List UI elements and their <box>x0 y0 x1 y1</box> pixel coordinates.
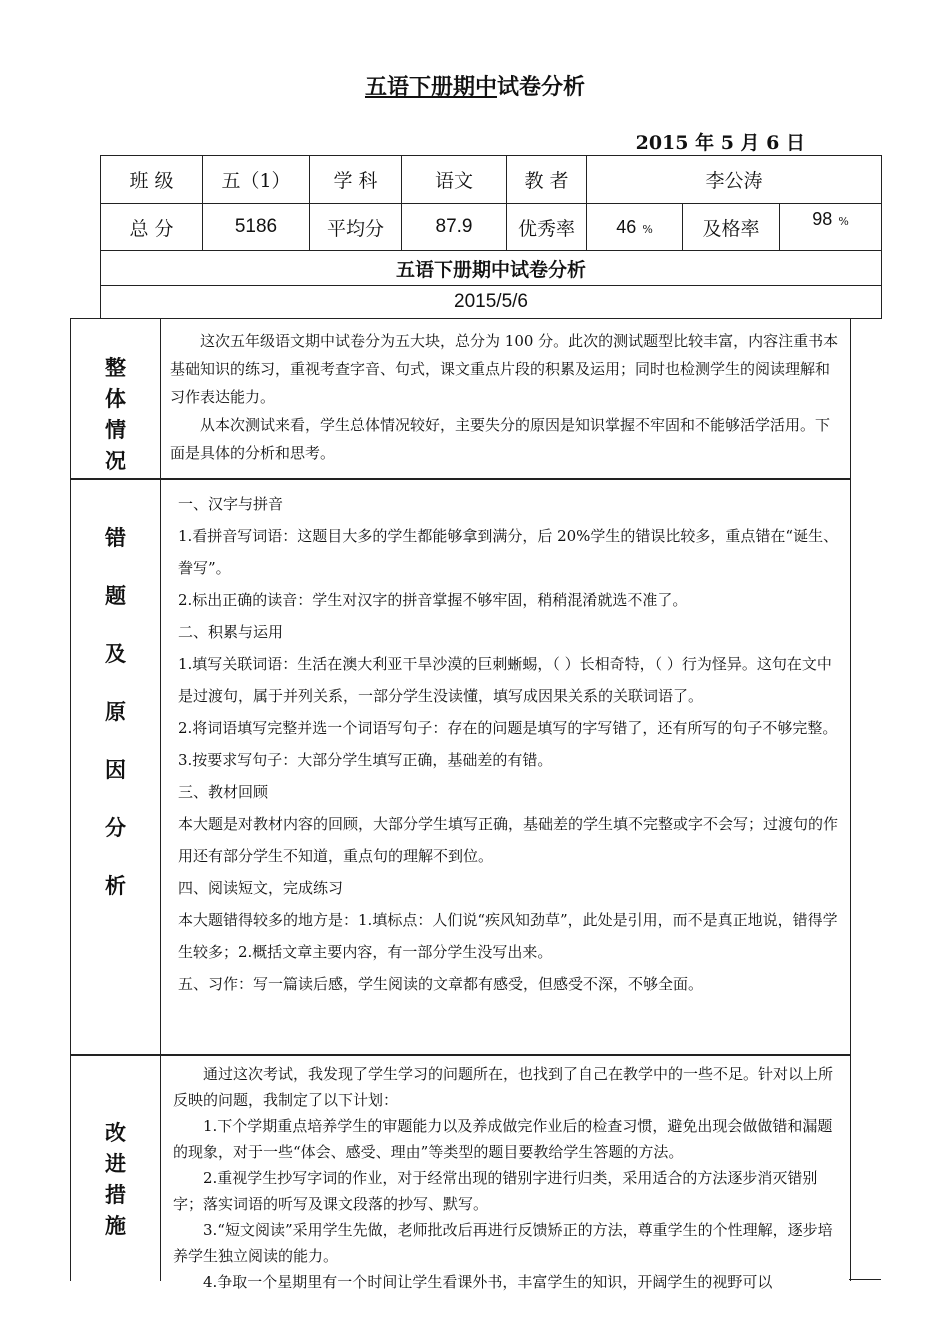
paragraph: 2.重视学生抄写字词的作业，对于经常出现的错别字进行归类，采用适合的方法逐步消灭错别字；落实词语的听写及课文段落的抄写、默写。 <box>173 1169 818 1213</box>
pass-rate-cell <box>780 204 882 251</box>
paragraph: 4.争取一个星期里有一个时间让学生看课外书，丰富学生的知识，开阔学生的视野可以 <box>203 1273 773 1291</box>
subject-label: 学 科 <box>310 156 402 204</box>
errors-text <box>170 488 842 1000</box>
paragraph: 本大题错得较多的地方是：1.填标点：人们说“疾风知劲草”，此处是引用，而不是真正地说，错得学生较多；2.概括文章主要内容，有一部分学生没写出来。 <box>178 911 838 961</box>
title-underlined-part: 五语下册期中 <box>364 74 497 100</box>
paragraph: 2.将词语填写完整并选一个词语写句子：存在的问题是填写的字写错了，还有所写的句子不够完整。 <box>178 719 838 737</box>
paragraph: 通过这次考试，我发现了学生学习的问题所在，也找到了自己在教学中的一些不足。针对以上所反映的问题，我制定了以下计划： <box>173 1065 834 1109</box>
improve-text <box>173 1061 842 1295</box>
paragraph: 1.下个学期重点培养学生的审题能力以及养成做完作业后的检查习惯，避免出现会做做错和漏题的现象，对于一些“体会、感受、理由”等类型的题目要教给学生答题的方法。 <box>173 1117 833 1161</box>
overall-label-cell <box>71 319 161 479</box>
improvement-section <box>70 1054 851 1291</box>
overall-text <box>170 327 842 467</box>
page-title <box>0 70 950 101</box>
improve-label: 改 进 措 施 <box>105 1120 126 1238</box>
paragraph: 3.按要求写句子：大部分学生填写正确，基础差的有错。 <box>178 751 553 769</box>
summary-table <box>100 155 882 319</box>
errors-label: 错 题 及 原 因 分 析 <box>105 525 126 898</box>
total-value: 5186 <box>203 204 310 251</box>
subject-value: 语文 <box>402 156 507 204</box>
heading: 三、教材回顾 <box>178 783 269 801</box>
paragraph: 五、习作：写一篇读后感，学生阅读的文章都有感受，但感受不深，不够全面。 <box>178 975 704 993</box>
table-edge-line <box>849 1279 881 1280</box>
improve-label-cell <box>71 1055 161 1281</box>
title-rest-part: 试卷分析 <box>497 74 586 100</box>
total-label: 总 分 <box>101 204 203 251</box>
overall-label: 整 体 情 况 <box>105 355 126 473</box>
errors-label-cell <box>71 479 161 1055</box>
error-analysis-section <box>70 478 851 1056</box>
heading: 四、阅读短文，完成练习 <box>178 879 344 897</box>
excellent-rate-value: 46 <box>616 217 637 237</box>
paragraph: 这次五年级语文期中试卷分为五大块，总分为 100 分。此次的测试题型比较丰富，内容注重书本基础知识的练习，重视考查字音、句式，课文重点片段的积累及运用；同时也检测学生的阅读理解和习作表达能力。 <box>170 332 839 406</box>
heading: 一、汉字与拼音 <box>178 495 284 513</box>
average-label: 平均分 <box>310 204 402 251</box>
percent-sign: % <box>642 223 653 236</box>
paragraph: 1.看拼音写词语：这题目大多的学生都能够拿到满分，后 20%学生的错误比较多，重点错在“诞生、誊写”。 <box>178 527 839 577</box>
paragraph: 3.“短文阅读”采用学生先做，老师批改后再进行反馈矫正的方法，尊重学生的个性理解，逐步培养学生独立阅读的能力。 <box>173 1221 833 1265</box>
average-value: 87.9 <box>402 204 507 251</box>
pass-rate-label: 及格率 <box>683 204 780 251</box>
report-date: 2015 年 5 月 6 日 <box>635 132 805 154</box>
paragraph: 1.填写关联词语：生活在澳大利亚干旱沙漠的巨刺蜥蜴，（ ）长相奇特，（ ）行为怪异。这句在文中是过渡句，属于并列关系，一部分学生没读懂，填写成因果关系的关联词语了。 <box>178 655 832 705</box>
pass-rate-value: 98 <box>812 209 833 229</box>
overall-section <box>70 318 851 480</box>
excellent-rate-label: 优秀率 <box>507 204 587 251</box>
teacher-label: 教 者 <box>507 156 587 204</box>
excellent-rate-cell <box>587 204 683 251</box>
heading: 二、积累与运用 <box>178 623 284 641</box>
teacher-value: 李公涛 <box>587 156 882 204</box>
paragraph: 2.标出正确的读音：学生对汉字的拼音掌握不够牢固，稍稍混淆就选不准了。 <box>178 591 688 609</box>
paragraph: 从本次测试来看，学生总体情况较好，主要失分的原因是知识掌握不牢固和不能够活学活用。下面是具体的分析和思考。 <box>170 416 831 462</box>
percent-sign: % <box>838 215 849 228</box>
class-value: 五（1） <box>203 156 310 204</box>
class-label: 班 级 <box>101 156 203 204</box>
sub-date: 2015/5/6 <box>101 286 882 319</box>
paragraph: 本大题是对教材内容的回顾，大部分学生填写正确，基础差的学生填不完整或字不会写；过渡句的作用还有部分学生不知道，重点句的理解不到位。 <box>178 815 839 865</box>
sub-title: 五语下册期中试卷分析 <box>101 251 882 286</box>
